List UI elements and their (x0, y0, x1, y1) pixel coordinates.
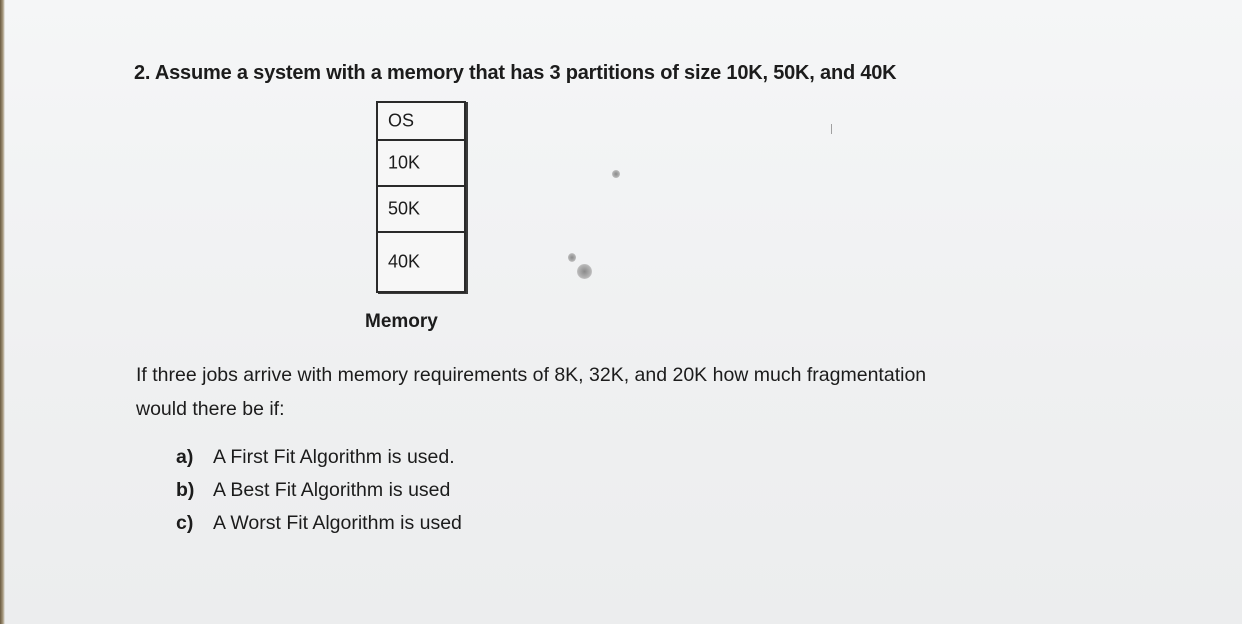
option-text: A Best Fit Algorithm is used (213, 479, 451, 501)
partition-label: OS (388, 110, 415, 131)
memory-diagram (376, 101, 466, 293)
option-c (176, 507, 462, 540)
option-marker: a) (176, 446, 194, 468)
ink-smudge (577, 264, 592, 279)
partition-label: 50K (388, 198, 421, 219)
partition-label: 40K (388, 251, 421, 272)
partition-50k (378, 187, 464, 233)
option-text: A Worst Fit Algorithm is used (213, 512, 462, 534)
question-body-line: If three jobs arrive with memory requirements of 8K, 32K, and 20K how much fragmentation (136, 364, 927, 386)
question-heading: 2. Assume a system with a memory that has 3 partitions of size 10K, 50K, and 40K (134, 62, 897, 84)
pencil-mark (831, 124, 832, 134)
partition-40k (378, 233, 464, 291)
option-marker: b) (176, 479, 195, 501)
question-body (136, 358, 1096, 426)
ink-smudge (568, 253, 576, 262)
partition-10k (378, 141, 464, 187)
option-text: A First Fit Algorithm is used. (213, 446, 455, 468)
option-b (176, 474, 462, 507)
partition-label: 10K (388, 152, 421, 173)
page-edge (0, 0, 5, 624)
ink-smudge (612, 170, 620, 178)
question-body-line: would there be if: (136, 398, 285, 420)
partition-os (378, 103, 464, 141)
memory-caption: Memory (365, 311, 438, 332)
option-a (176, 441, 462, 474)
option-marker: c) (176, 512, 194, 534)
options-list (176, 441, 462, 540)
